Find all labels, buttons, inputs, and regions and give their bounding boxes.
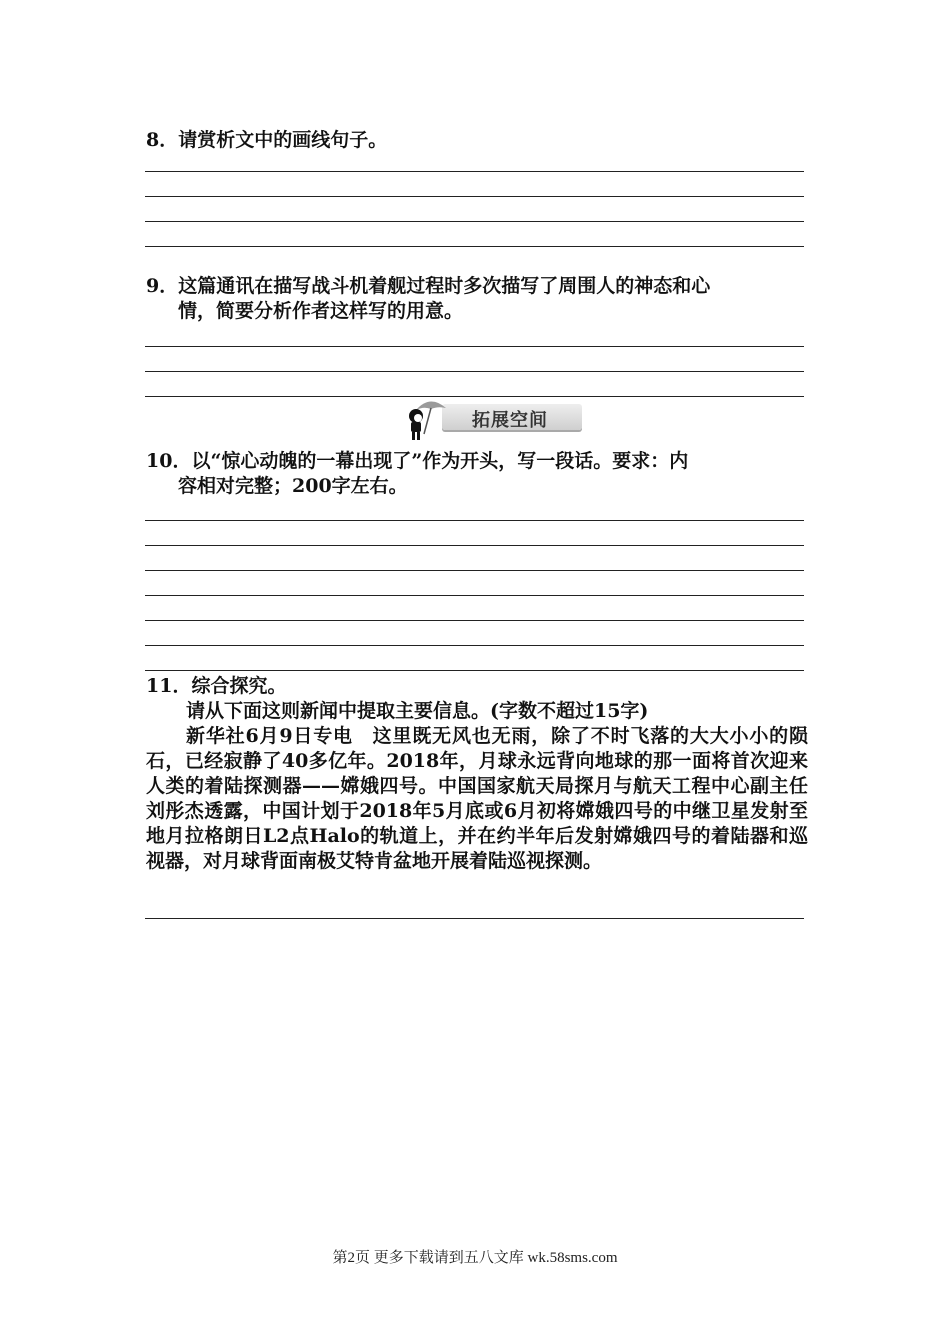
question-text-line1: 这篇通讯在描写战斗机着舰过程时多次描写了周围人的神态和心: [178, 275, 711, 297]
question-9: [146, 274, 806, 324]
answer-line[interactable]: [145, 918, 804, 919]
question-10: [146, 449, 806, 499]
answer-line[interactable]: [145, 620, 804, 621]
question-number: 9．: [146, 275, 179, 297]
question-8: [146, 128, 806, 153]
question-text-line2: 容相对完整；200字左右。: [178, 475, 408, 497]
answer-line[interactable]: [145, 570, 804, 571]
answer-line[interactable]: [145, 595, 804, 596]
answer-line[interactable]: [145, 545, 804, 546]
answer-line[interactable]: [145, 645, 804, 646]
question-text: 请赏析文中的画线句子。: [178, 129, 388, 151]
question-instruction: 请从下面这则新闻中提取主要信息。(字数不超过15字): [186, 700, 649, 722]
answer-line[interactable]: [145, 171, 804, 172]
page-footer: 第2页 更多下载请到五八文库 wk.58sms.com: [332, 1250, 618, 1266]
girl-with-umbrella-icon: [402, 396, 450, 444]
answer-line[interactable]: [145, 520, 804, 521]
news-passage: 新华社6月9日专电 这里既无风也无雨，除了不时飞落的大大小小的陨石，已经寂静了40多亿年。2018年，月球永远背向地球的那一面将首次迎来人类的着陆探测器——嫦娥四号。中国国家航天局探月与航天工程中心副主任刘彤杰透露，中国计划于2018年5月底或6月初将嫦娥四号的中继卫星发射至地月拉格朗日L2点Halo的轨道上，并在约半年后发射嫦娥四号的着陆器和巡视器，对月球背面南极艾特肯盆地开展着陆巡视探测。: [146, 725, 808, 872]
section-header: [402, 396, 592, 444]
answer-line[interactable]: [145, 221, 804, 222]
answer-line[interactable]: [145, 196, 804, 197]
section-title: 拓展空间: [472, 410, 548, 431]
question-number: 11．: [146, 675, 192, 697]
question-number: 10．: [146, 450, 192, 472]
question-11: [146, 674, 806, 699]
question-text-line1: 以“惊心动魄的一幕出现了”作为开头，写一段话。要求：内: [191, 450, 689, 472]
answer-line[interactable]: [145, 670, 804, 671]
answer-line[interactable]: [145, 246, 804, 247]
question-text: 综合探究。: [191, 675, 287, 697]
answer-line[interactable]: [145, 346, 804, 347]
question-text-line2: 情，简要分析作者这样写的用意。: [178, 300, 464, 322]
answer-line[interactable]: [145, 371, 804, 372]
question-number: 8．: [146, 129, 179, 151]
